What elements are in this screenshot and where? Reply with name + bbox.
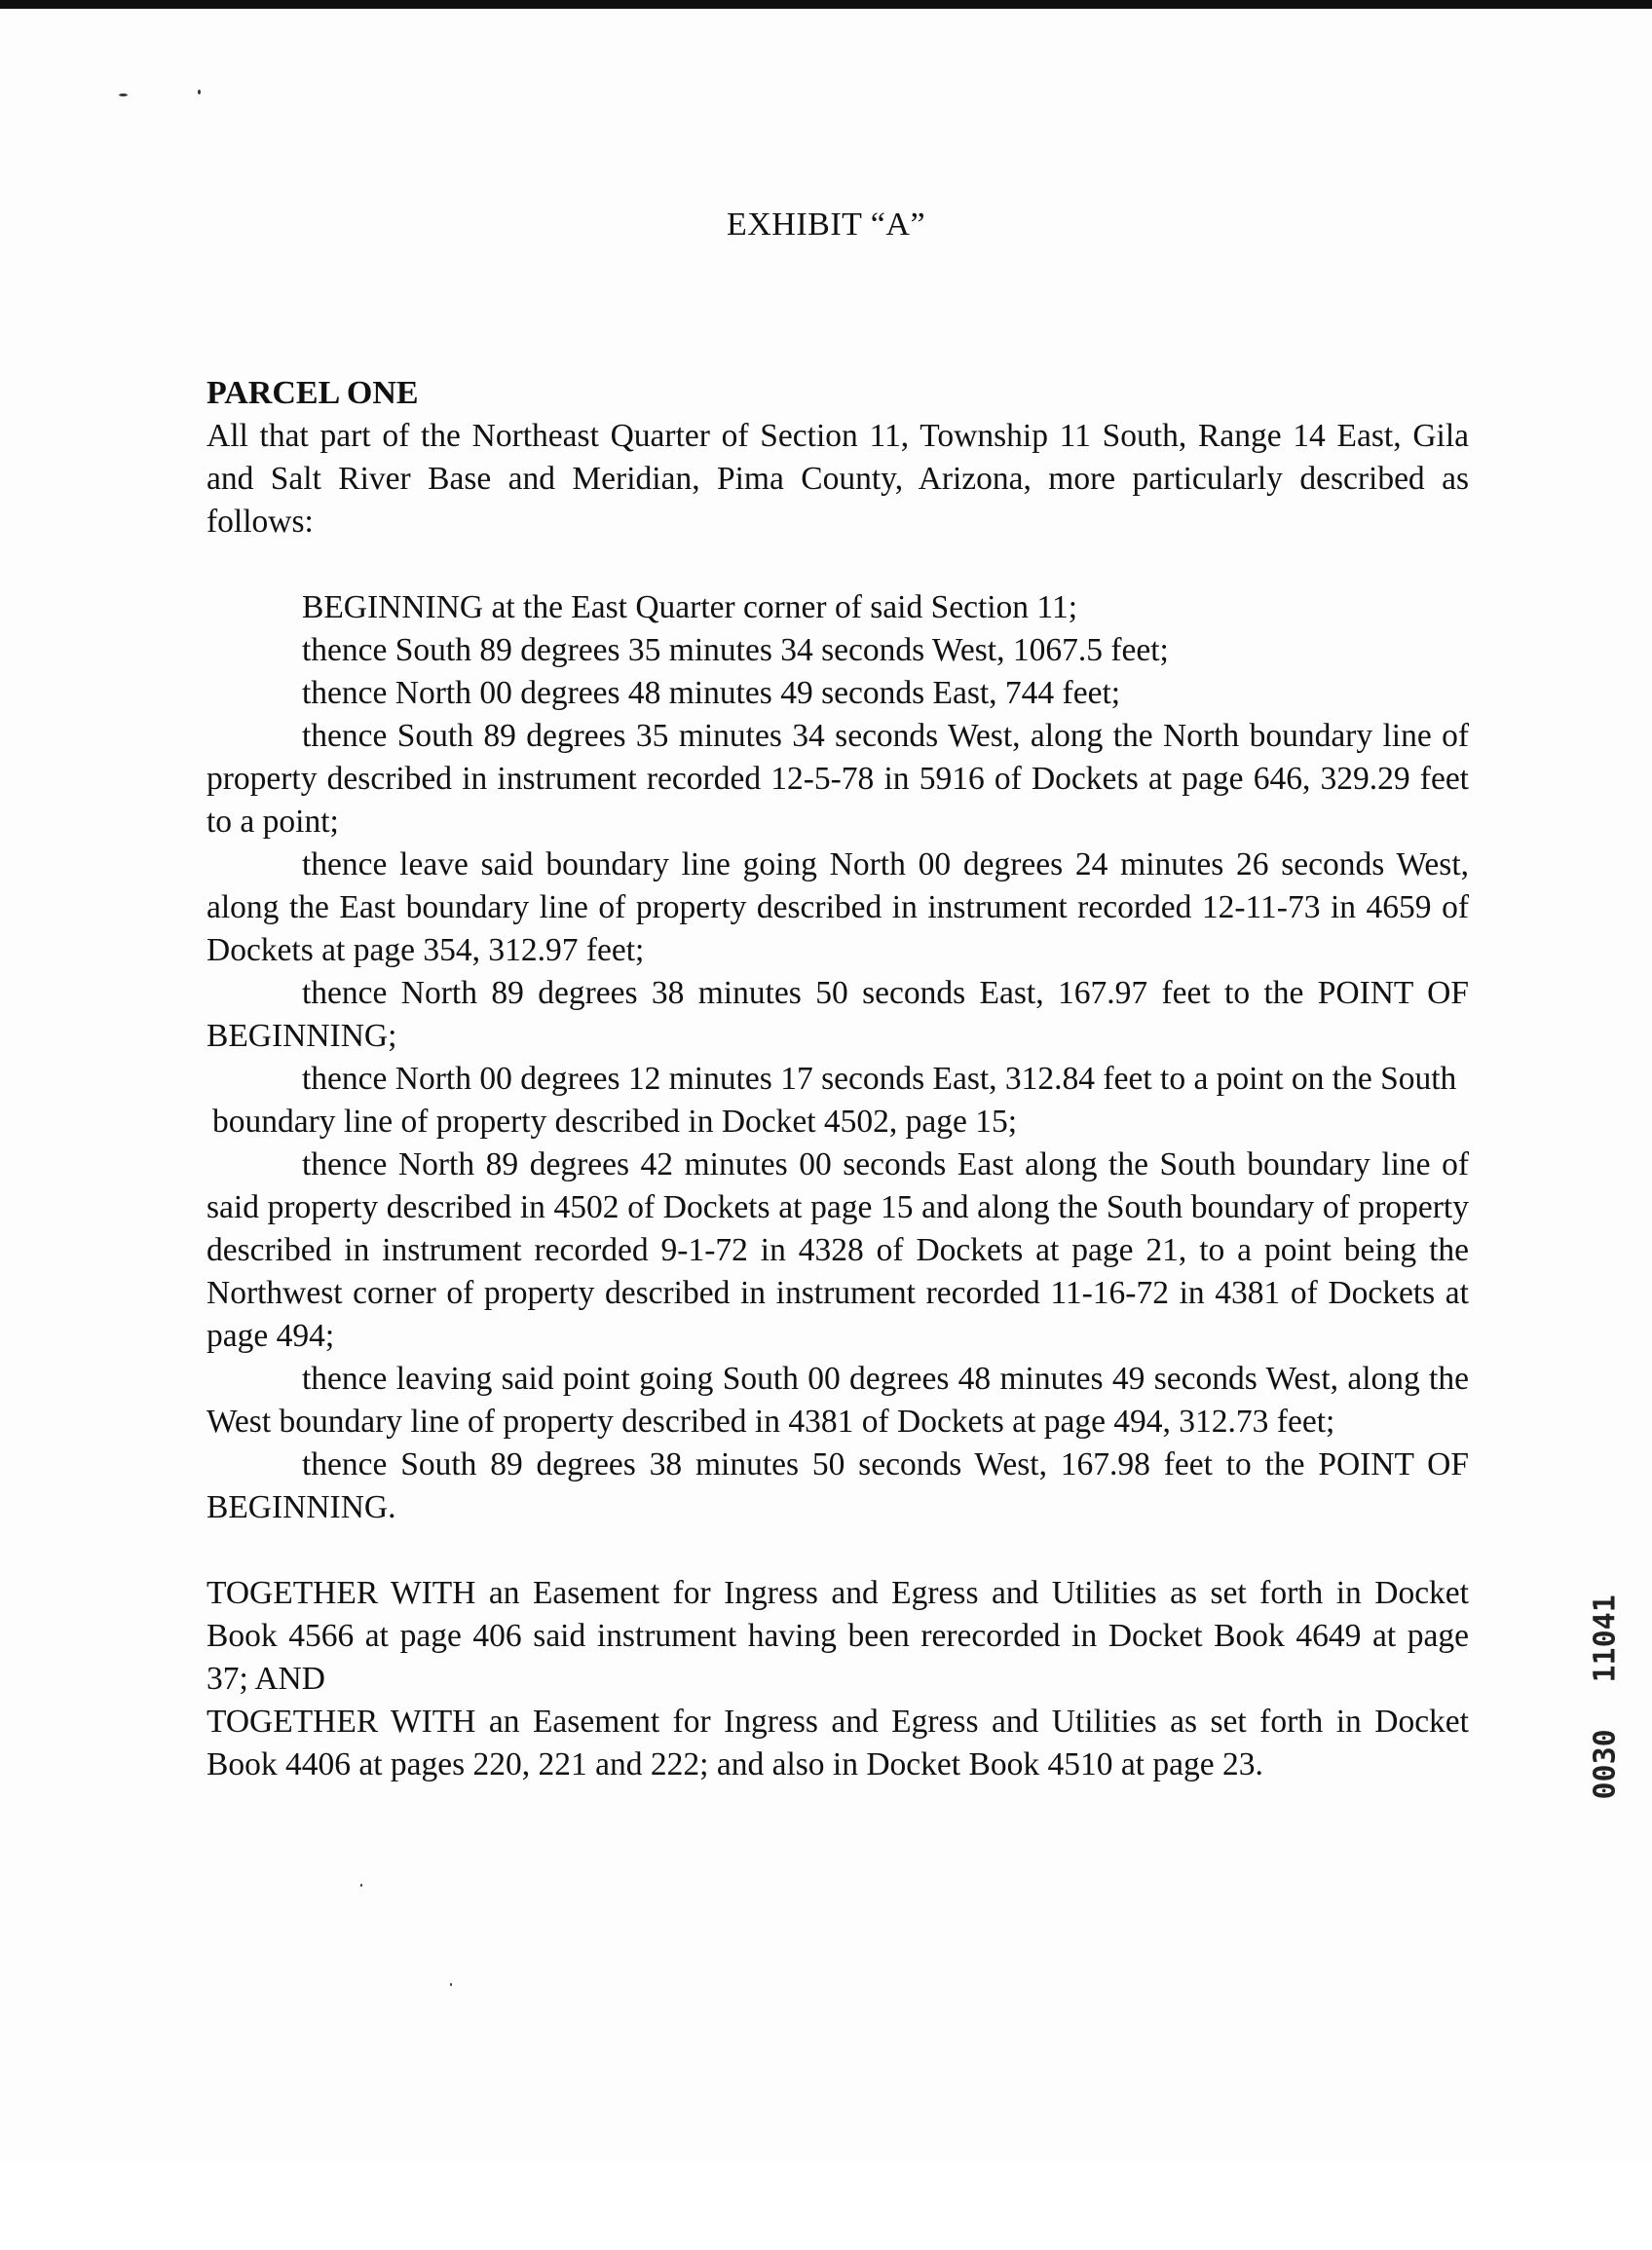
description-line: thence leaving said point going South 00 degrees 48 minutes 49 seconds West, along the West boundary line of property described in 4381 of Dockets at page 494, 312.73 feet; <box>206 1361 1469 1440</box>
description-line: thence North 89 degrees 42 minutes 00 seconds East along the South boundary line of said property described in 4502 of Dockets at page 15 and along the South boundary of property described in instrument recorded 9-1-72 in 4328 of Dockets at page 21, to a point being the Northwest corner of property described in instrument recorded 11-16-72 in 4381 of Dockets at page 494; <box>206 1146 1469 1354</box>
legal-description <box>206 372 1469 1786</box>
scan-speck <box>360 1884 362 1887</box>
scan-speck <box>119 94 128 96</box>
easement-paragraph-2: TOGETHER WITH an Easement for Ingress and Egress and Utilities as set forth in Docket Book 4406 at pages 220, 221 and 222; and also in Docket Book 4510 at page 23. <box>206 1704 1469 1782</box>
docket-stamp-bottom: 0030 <box>1588 1729 1623 1800</box>
metes-and-bounds <box>206 586 1469 1529</box>
description-line: thence North 00 degrees 12 minutes 17 seconds East, 312.84 feet to a point on the South <box>302 1061 1457 1097</box>
parcel-heading: PARCEL ONE <box>206 375 419 411</box>
exhibit-title: EXHIBIT “A” <box>726 206 926 243</box>
description-line: thence North 89 degrees 38 minutes 50 seconds East, 167.97 feet to the POINT OF BEGINNING; <box>206 975 1469 1054</box>
description-line: thence leave said boundary line going North 00 degrees 24 minutes 26 seconds West, along the East boundary line of property described in instrument recorded 12-11-73 in 4659 of Dockets at page 354, 312.97 feet; <box>206 846 1469 968</box>
docket-number-stamp <box>1586 1549 1625 2250</box>
easement-paragraph-1: TOGETHER WITH an Easement for Ingress and Egress and Utilities as set forth in Docket Book 4566 at page 406 said instrument having been rerecorded in Docket Book 4649 at page 37; AND <box>206 1575 1469 1697</box>
intro-paragraph: All that part of the Northeast Quarter of Section 11, Township 11 South, Range 14 East, Gila and Salt River Base and Meridian, Pima County, Arizona, more particularly described as follows: <box>206 418 1469 540</box>
description-line: thence North 00 degrees 48 minutes 49 seconds East, 744 feet; <box>302 675 1121 711</box>
scan-top-border <box>0 0 1652 9</box>
description-line: boundary line of property described in Docket 4502, page 15; <box>212 1104 1018 1140</box>
description-line: thence South 89 degrees 38 minutes 50 seconds West, 167.98 feet to the POINT OF BEGINNING. <box>206 1446 1469 1525</box>
scan-speck <box>450 1983 452 1986</box>
description-line: thence South 89 degrees 35 minutes 34 seconds West, along the North boundary line of property described in instrument recorded 12-5-78 in 5916 of Dockets at page 646, 329.29 feet to a point; <box>206 718 1469 840</box>
description-line: thence South 89 degrees 35 minutes 34 seconds West, 1067.5 feet; <box>302 632 1169 668</box>
scan-speck <box>198 90 201 94</box>
description-line: BEGINNING at the East Quarter corner of said Section 11; <box>302 589 1078 625</box>
docket-stamp-top: 11041 <box>1588 1594 1623 1683</box>
